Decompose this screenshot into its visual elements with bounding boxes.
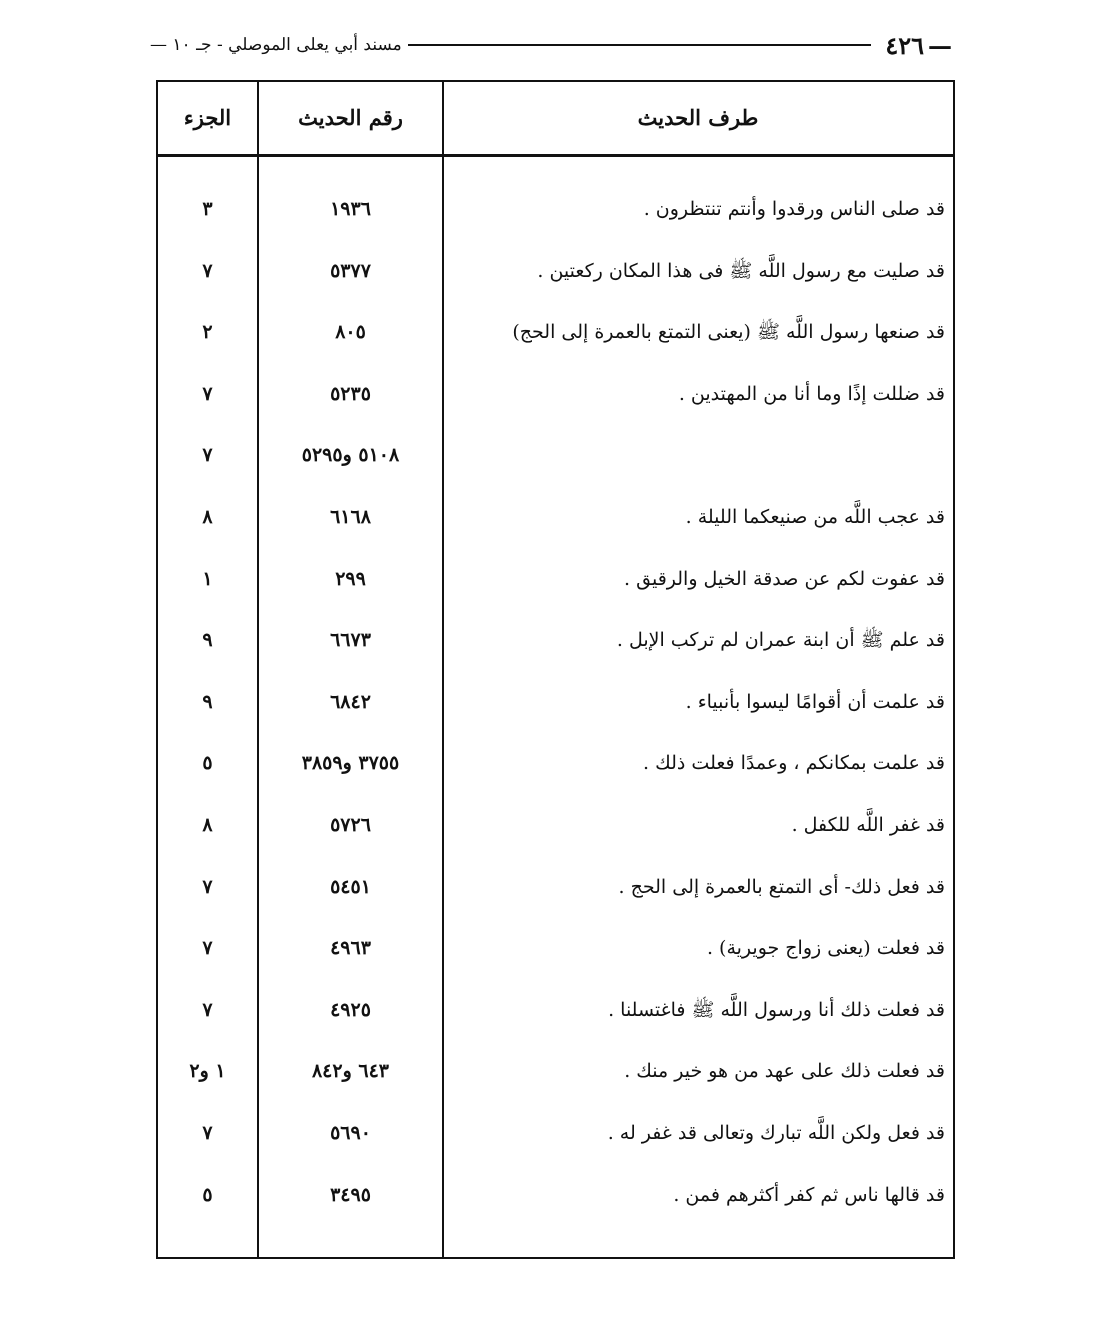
volume-cell: ٧ xyxy=(202,998,213,1021)
hadith-text-cell: قد صلى الناس ورقدوا وأنتم تنتظرون . xyxy=(643,198,945,220)
header-hadith-text: طرف الحديث xyxy=(637,105,759,130)
book-title: مسند أبي يعلى الموصلي - جـ ١٠ — xyxy=(150,35,402,55)
volume-cell: ٧ xyxy=(202,875,213,898)
hadith-number-cell: ٥٤٥١ xyxy=(330,875,371,898)
hadith-text-cell: قد علمت بمكانكم ، وعمدًا فعلت ذلك . xyxy=(643,752,945,775)
hadith-number-cell: ٤٩٦٣ xyxy=(330,937,371,960)
hadith-number-cell: ٥٣٧٧ xyxy=(330,259,371,282)
page-number: — ٤٢٦ xyxy=(877,31,960,60)
hadith-number-cell: ٦٦٧٣ xyxy=(330,629,371,652)
table-row xyxy=(158,241,953,303)
hadith-number-cell: ٥١٠٨ و٥٢٩٥ xyxy=(301,444,400,467)
table-row xyxy=(158,425,953,487)
volume-cell: ٨ xyxy=(202,813,213,836)
table-header xyxy=(158,82,953,157)
hadith-text-cell: قد فعلت ذلك على عهد من هو خير منك . xyxy=(624,1060,945,1083)
volume-cell: ٧ xyxy=(202,382,213,405)
running-header xyxy=(150,30,960,60)
hadith-text-cell: قد علمت أن أقوامًا ليسوا بأنبياء . xyxy=(685,690,945,713)
hadith-number-cell: ٨٠٥ xyxy=(335,321,366,344)
table-row xyxy=(158,364,953,426)
header-volume: الجزء xyxy=(183,105,232,130)
hadith-text-cell xyxy=(445,425,945,487)
hadith-text-cell: قد صليت مع رسول اللَّه ﷺ فى هذا المكان ركعتين . xyxy=(537,259,945,282)
table-row xyxy=(158,1165,953,1227)
table-row xyxy=(158,672,953,734)
hadith-number-cell: ٣٤٩٥ xyxy=(330,1183,371,1206)
volume-cell: ٩ xyxy=(202,690,213,713)
hadith-number-cell: ٥٧٢٦ xyxy=(330,813,371,836)
table-row xyxy=(158,857,953,919)
hadith-number-cell: ١٩٣٦ xyxy=(330,198,371,220)
index-table xyxy=(156,80,955,1259)
hadith-text-cell: قد عجب اللَّه من صنيعكما الليلة . xyxy=(685,505,945,528)
volume-cell: ٣ xyxy=(202,198,213,220)
volume-cell: ٥ xyxy=(202,752,213,775)
hadith-number-cell: ٢٩٩ xyxy=(335,567,366,590)
hadith-text-cell: قد قالها ناس ثم كفر أكثرهم فمن . xyxy=(673,1183,945,1206)
hadith-text-cell: قد فعلت (يعنى زواج جويرية) . xyxy=(706,937,945,960)
volume-cell: ٥ xyxy=(202,1183,213,1206)
table-row xyxy=(158,733,953,795)
table-row xyxy=(158,1103,953,1165)
volume-cell: ٧ xyxy=(202,259,213,282)
table-body xyxy=(158,179,953,1226)
table-row xyxy=(158,980,953,1042)
hadith-text-cell: قد فعل ذلك- أى التمتع بالعمرة إلى الحج . xyxy=(618,875,945,898)
hadith-number-cell: ٦٨٤٢ xyxy=(330,690,371,713)
volume-cell: ٨ xyxy=(202,505,213,528)
volume-cell: ٢ xyxy=(202,321,213,344)
hadith-text-cell: قد علم ﷺ أن ابنة عمران لم تركب الإبل . xyxy=(616,629,945,652)
hadith-number-cell: ٦٤٣ و٨٤٢ xyxy=(311,1060,390,1083)
table-row xyxy=(158,302,953,364)
volume-cell: ١ و٢ xyxy=(189,1060,226,1083)
hadith-number-cell: ٤٩٢٥ xyxy=(330,998,371,1021)
table-row xyxy=(158,1041,953,1103)
table-row xyxy=(158,610,953,672)
header-rule xyxy=(408,44,872,46)
hadith-number-cell: ٣٧٥٥ و٣٨٥٩ xyxy=(301,752,400,775)
header-hadith-number: رقم الحديث xyxy=(298,105,403,130)
hadith-text-cell: قد صنعها رسول اللَّه ﷺ (يعنى التمتع بالعمرة إلى الحج) xyxy=(512,321,945,344)
hadith-number-cell: ٥٦٩٠ xyxy=(330,1121,371,1144)
hadith-text-cell: قد فعل ولكن اللَّه تبارك وتعالى قد غفر له . xyxy=(607,1121,945,1144)
table-row xyxy=(158,549,953,611)
table-row xyxy=(158,179,953,241)
volume-cell: ٧ xyxy=(202,937,213,960)
table-row xyxy=(158,795,953,857)
hadith-text-cell: قد عفوت لكم عن صدقة الخيل والرقيق . xyxy=(624,567,945,590)
table-row xyxy=(158,918,953,980)
volume-cell: ٧ xyxy=(202,444,213,467)
volume-cell: ٩ xyxy=(202,629,213,652)
hadith-number-cell: ٦١٦٨ xyxy=(330,505,371,528)
hadith-number-cell: ٥٢٣٥ xyxy=(330,382,371,405)
table-row xyxy=(158,487,953,549)
volume-cell: ١ xyxy=(202,567,213,590)
hadith-text-cell: قد فعلت ذلك أنا ورسول اللَّه ﷺ فاغتسلنا . xyxy=(608,998,945,1021)
volume-cell: ٧ xyxy=(202,1121,213,1144)
hadith-text-cell: قد ضللت إذًا وما أنا من المهتدين . xyxy=(678,382,945,405)
hadith-text-cell: قد غفر اللَّه للكفل . xyxy=(791,813,945,836)
